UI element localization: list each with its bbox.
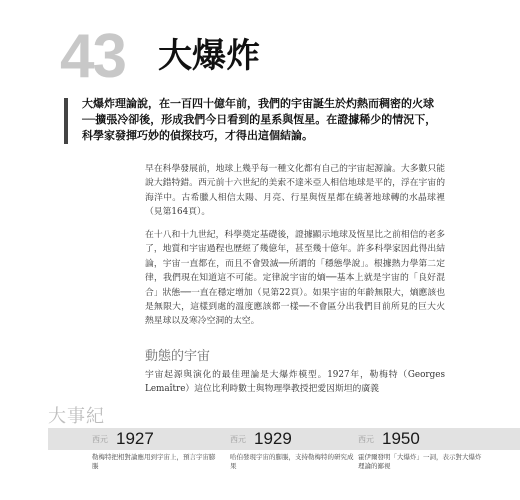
event-year: 1927 [116,429,154,448]
event-description: 勒梅特把相對論應用到宇宙上，預言宇宙膨脹 [92,453,216,470]
event-year: 1929 [254,429,292,448]
timeline-title: 大事紀 [48,406,105,427]
event-description: 霍伊爾發明「大爆炸」一詞，表示對大爆炸理論的鄙視 [358,453,482,470]
body-paragraph-1: 早在科學發展前，地球上幾乎每一種文化都有自己的宇宙起源論。大多數只能說大錯特錯。西元前十六世紀的美索不達米亞人相信地球是平的，浮在宇宙的海洋中。古希臘人相信太陽、月亮、行星與恆星都在繞著地球轉的水晶球裡（見第164頁）。 [145,164,445,218]
section-heading: 動態的宇宙 [145,349,211,364]
body-paragraph-2: 在十八和十九世紀，科學奠定基礎後，證據顯示地球及恆星比之前相信的老多了，地質和宇宙過程也歷經了幾億年，甚至幾十億年。許多科學家因此得出結論，宇宙一直都在，而且不會毀滅──所謂的「穩態學說」。根據熱力學第二定律，我們現在知道這不可能。定律說宇宙的熵──基本上就是宇宙的「良好混合」狀態──一直在穩定增加（見第22頁）。如果宇宙的年齡無限大，熵應該也是無限大，這樣到處的溫度應該都一樣──不會區分出我們目前所見的巨大火熱星球以及寒冷空洞的太空。 [145,230,445,327]
intro-paragraph: 大爆炸理論說，在一百四十億年前，我們的宇宙誕生於灼熱而稠密的火球──擴張冷卻後，形成我們今日看到的星系與恆星。在證據稀少的情況下，科學家發揮巧妙的偵探技巧，才得出這個結論。 [82,97,437,142]
chapter-number: 43 [60,22,125,91]
event-year: 1950 [382,429,420,448]
event-era: 西元 [230,435,246,444]
body-paragraph-3: 宇宙起源與演化的最佳理論是大爆炸模型。1927年，勒梅特（Georges Lemaître）這位比利時數士與物理學教授把愛因斯坦的廣義 [145,370,445,395]
event-era: 西元 [92,435,108,444]
event-description: 哈伯發現宇宙的膨脹，支持勒梅特的研究成果 [230,453,354,470]
intro-accent-bar [64,98,68,144]
chapter-title: 大爆炸 [158,36,260,76]
event-era: 西元 [358,435,374,444]
